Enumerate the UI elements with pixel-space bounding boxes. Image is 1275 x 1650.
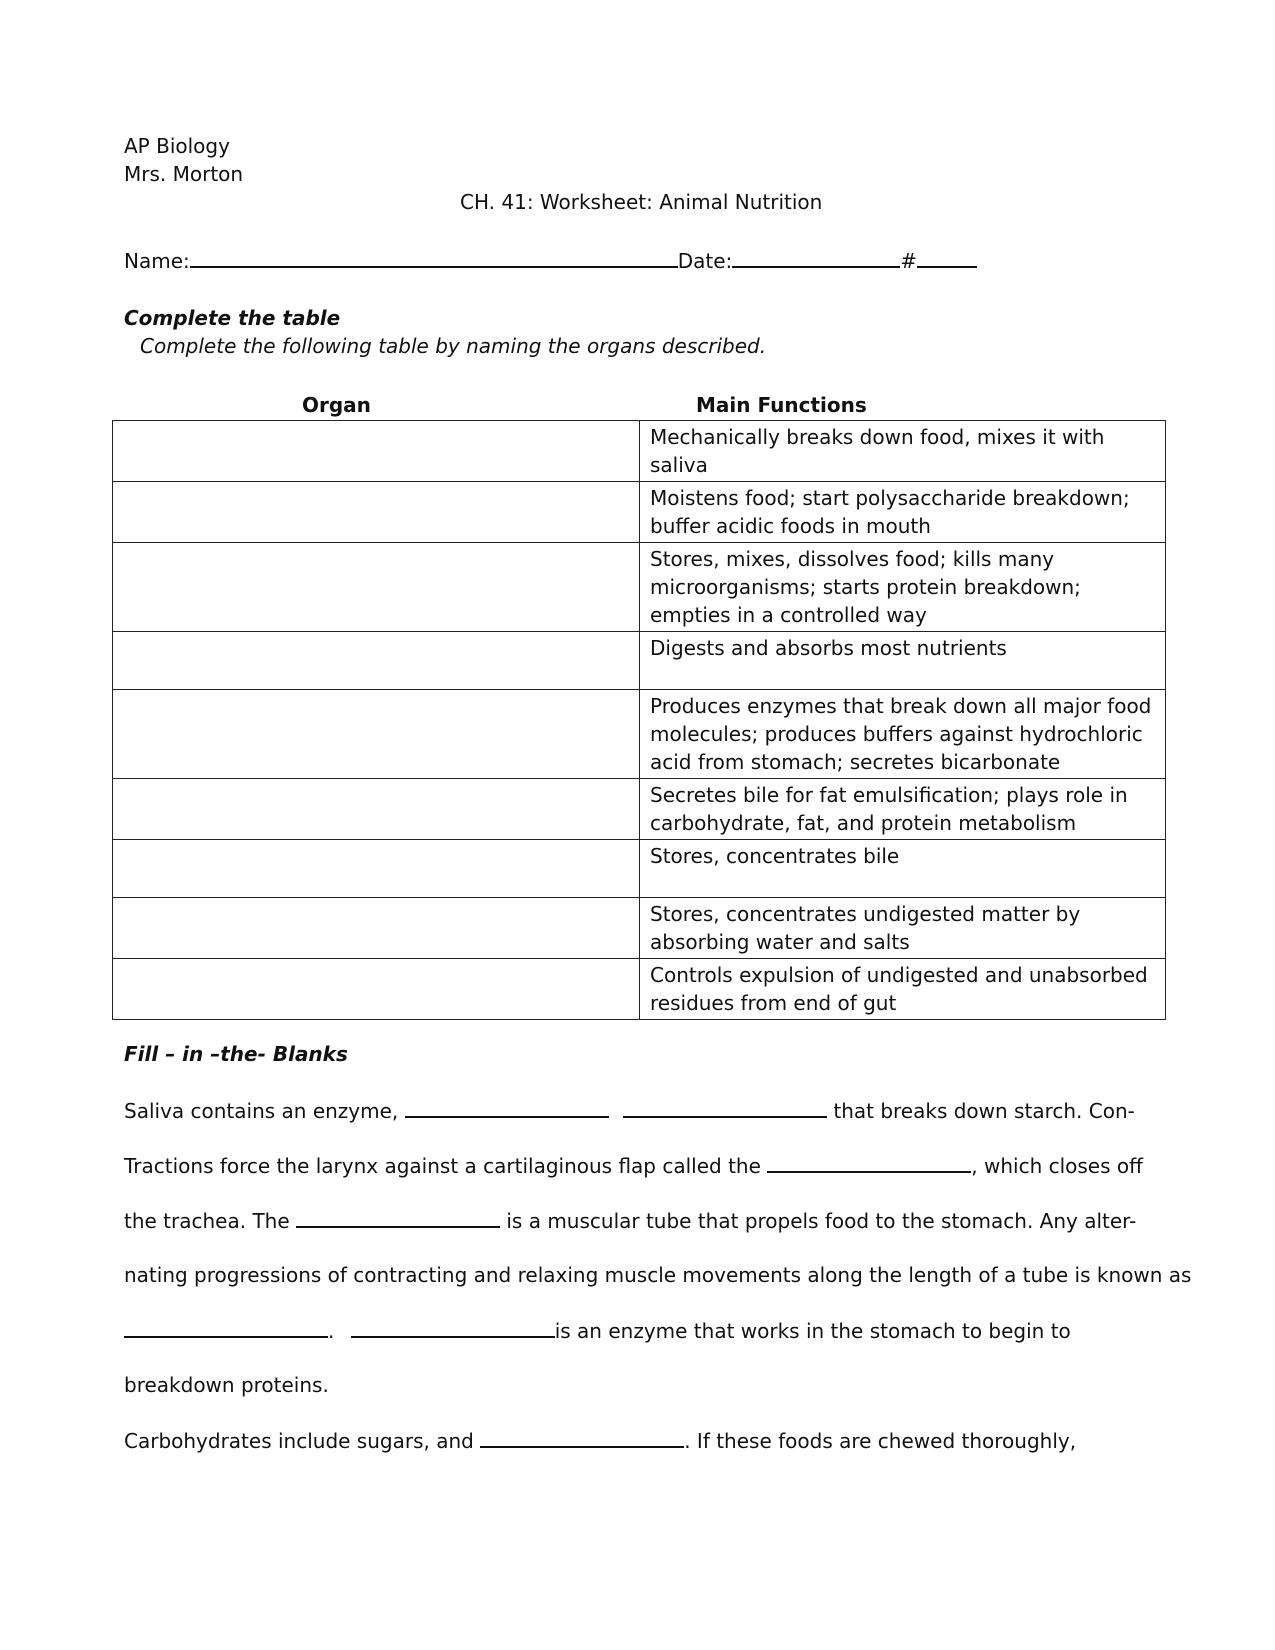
organ-answer-cell[interactable] xyxy=(113,482,640,543)
table-row xyxy=(113,482,1166,543)
column-header-organ: Organ xyxy=(302,393,371,417)
table-row xyxy=(113,779,1166,840)
fill-line-6 xyxy=(124,1371,329,1399)
section-heading-table: Complete the table xyxy=(124,306,341,330)
fill-text: is an enzyme that works in the stomach to begin to xyxy=(554,1319,1071,1343)
answer-blank[interactable] xyxy=(296,1206,500,1228)
organ-answer-cell[interactable] xyxy=(113,421,640,482)
fill-text: that breaks down starch. Con- xyxy=(833,1099,1135,1123)
fill-text: , which closes off xyxy=(971,1154,1143,1178)
fill-line-2 xyxy=(124,1151,1143,1180)
function-cell: Moistens food; start polysaccharide breakdown; buffer acidic foods in mouth xyxy=(640,482,1166,543)
table-row xyxy=(113,898,1166,959)
table-row xyxy=(113,421,1166,482)
answer-blank[interactable] xyxy=(623,1096,827,1118)
date-blank[interactable] xyxy=(732,246,900,268)
fill-text: is a muscular tube that propels food to the stomach. Any alter- xyxy=(506,1209,1137,1233)
fill-text: Saliva contains an enzyme, xyxy=(124,1099,399,1123)
organ-answer-cell[interactable] xyxy=(113,779,640,840)
worksheet-title: CH. 41: Worksheet: Animal Nutrition xyxy=(460,190,823,214)
function-cell: Mechanically breaks down food, mixes it with saliva xyxy=(640,421,1166,482)
name-date-line xyxy=(124,246,977,275)
table-row xyxy=(113,959,1166,1020)
answer-blank[interactable] xyxy=(405,1096,609,1118)
table-instructions: Complete the following table by naming the organs described. xyxy=(140,334,767,358)
organ-answer-cell[interactable] xyxy=(113,840,640,898)
course-name: AP Biology xyxy=(124,134,230,158)
date-label: Date: xyxy=(677,249,733,273)
fill-text: Tractions force the larynx against a cartilaginous flap called the xyxy=(124,1154,761,1178)
function-cell: Stores, mixes, dissolves food; kills many microorganisms; starts protein breakdown; empties in a controlled way xyxy=(640,543,1166,632)
fill-text: the trachea. The xyxy=(124,1209,290,1233)
organ-answer-cell[interactable] xyxy=(113,632,640,690)
fill-line-7 xyxy=(124,1426,1076,1455)
fill-line-5 xyxy=(124,1316,1071,1345)
section-heading-fill-in: Fill – in –the- Blanks xyxy=(124,1042,348,1066)
fill-text: . If these foods are chewed thoroughly, xyxy=(684,1429,1077,1453)
table-row xyxy=(113,632,1166,690)
name-label: Name: xyxy=(124,249,190,273)
organ-table xyxy=(112,420,1166,1020)
fill-text: Carbohydrates include sugars, and xyxy=(124,1429,474,1453)
table-row xyxy=(113,690,1166,779)
number-label: # xyxy=(900,249,918,273)
function-cell: Produces enzymes that break down all major food molecules; produces buffers against hydrochloric acid from stomach; secretes bicarbonate xyxy=(640,690,1166,779)
fill-text: . xyxy=(328,1319,335,1343)
function-cell: Stores, concentrates bile xyxy=(640,840,1166,898)
table-row xyxy=(113,840,1166,898)
column-header-functions: Main Functions xyxy=(696,393,867,417)
table-row xyxy=(113,543,1166,632)
function-cell: Controls expulsion of undigested and unabsorbed residues from end of gut xyxy=(640,959,1166,1020)
answer-blank[interactable] xyxy=(480,1426,684,1448)
function-cell: Stores, concentrates undigested matter by absorbing water and salts xyxy=(640,898,1166,959)
function-cell: Digests and absorbs most nutrients xyxy=(640,632,1166,690)
function-cell: Secretes bile for fat emulsification; plays role in carbohydrate, fat, and protein metabolism xyxy=(640,779,1166,840)
fill-text: breakdown proteins. xyxy=(124,1373,329,1397)
organ-answer-cell[interactable] xyxy=(113,543,640,632)
number-blank[interactable] xyxy=(917,246,977,268)
fill-line-4 xyxy=(124,1261,1191,1289)
answer-blank[interactable] xyxy=(767,1151,971,1173)
answer-blank[interactable] xyxy=(124,1316,328,1338)
fill-line-3 xyxy=(124,1206,1136,1235)
organ-answer-cell[interactable] xyxy=(113,898,640,959)
name-blank[interactable] xyxy=(190,246,678,268)
fill-line-1 xyxy=(124,1096,1135,1125)
teacher-name: Mrs. Morton xyxy=(124,162,244,186)
fill-text: nating progressions of contracting and relaxing muscle movements along the length of a tube is known as xyxy=(124,1263,1192,1287)
organ-answer-cell[interactable] xyxy=(113,690,640,779)
organ-answer-cell[interactable] xyxy=(113,959,640,1020)
answer-blank[interactable] xyxy=(351,1316,555,1338)
